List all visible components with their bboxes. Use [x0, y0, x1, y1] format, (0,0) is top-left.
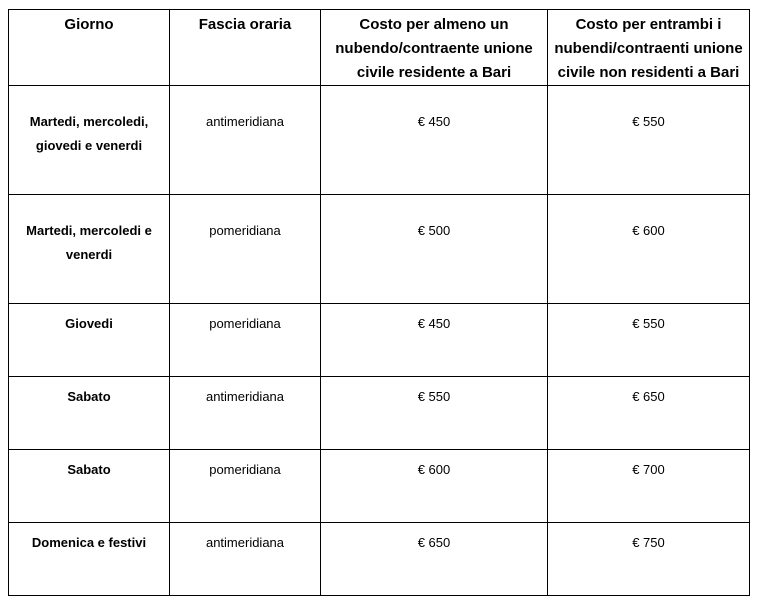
- cell-costo-non-residente: € 700: [548, 450, 750, 523]
- table-row: [9, 195, 750, 304]
- table-row: [9, 304, 750, 377]
- cell-fascia: antimeridiana: [170, 523, 321, 596]
- cell-costo-residente: € 450: [321, 86, 548, 195]
- cell-giorno: Martedi, mercoledi e venerdi: [9, 195, 170, 304]
- cell-costo-non-residente: € 550: [548, 86, 750, 195]
- header-fascia-oraria: Fascia oraria: [170, 10, 321, 86]
- cell-giorno: Martedi, mercoledi, giovedi e venerdi: [9, 86, 170, 195]
- header-giorno: Giorno: [9, 10, 170, 86]
- cell-fascia: pomeridiana: [170, 450, 321, 523]
- cell-giorno: Sabato: [9, 377, 170, 450]
- cell-costo-non-residente: € 650: [548, 377, 750, 450]
- header-costo-residente: Costo per almeno un nubendo/contraente unione civile residente a Bari: [321, 10, 548, 86]
- cell-giorno: Giovedi: [9, 304, 170, 377]
- cell-costo-residente: € 450: [321, 304, 548, 377]
- header-costo-non-residente: Costo per entrambi i nubendi/contraenti unione civile non residenti a Bari: [548, 10, 750, 86]
- table-row: [9, 450, 750, 523]
- fee-table: [8, 9, 750, 596]
- cell-fascia: antimeridiana: [170, 377, 321, 450]
- table-row: [9, 523, 750, 596]
- cell-costo-residente: € 550: [321, 377, 548, 450]
- table-row: [9, 377, 750, 450]
- cell-giorno: Domenica e festivi: [9, 523, 170, 596]
- cell-costo-residente: € 650: [321, 523, 548, 596]
- cell-costo-non-residente: € 600: [548, 195, 750, 304]
- cell-fascia: pomeridiana: [170, 304, 321, 377]
- cell-costo-non-residente: € 750: [548, 523, 750, 596]
- cell-giorno: Sabato: [9, 450, 170, 523]
- cell-fascia: antimeridiana: [170, 86, 321, 195]
- header-row: [9, 10, 750, 86]
- table-row: [9, 86, 750, 195]
- cell-fascia: pomeridiana: [170, 195, 321, 304]
- cell-costo-residente: € 500: [321, 195, 548, 304]
- cell-costo-non-residente: € 550: [548, 304, 750, 377]
- cell-costo-residente: € 600: [321, 450, 548, 523]
